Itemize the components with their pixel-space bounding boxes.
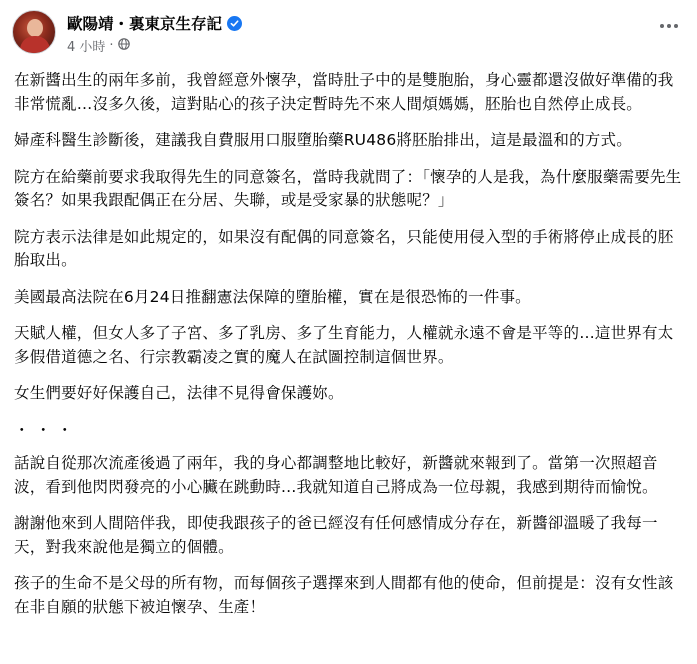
more-dot-icon bbox=[667, 24, 671, 28]
more-dot-icon bbox=[660, 24, 664, 28]
post-paragraph: 院方表示法律是如此規定的，如果沒有配偶的同意簽名，只能使用侵入型的手術將停止成長的胚胎取出。 bbox=[14, 227, 674, 269]
author-row bbox=[67, 12, 242, 34]
post-paragraph: 話說自從那次流產後過了兩年，我的身心都調整地比較好，新醬就來報到了。當第一次照超音波，看到他閃閃發亮的小心臟在跳動時…我就知道自己將成為一位母親，我感到期待而愉悅。 bbox=[14, 454, 658, 496]
section-separator: ・・・ bbox=[14, 420, 79, 439]
post-paragraph: 天賦人權，但女人多了子宮、多了乳房、多了生育能力，人權就永遠不會是平等的…這世界有太多假借道德之名、行宗教霸凌之實的魔人在試圖控制這個世界。 bbox=[14, 324, 674, 366]
globe-icon[interactable] bbox=[118, 38, 130, 54]
more-options-button[interactable] bbox=[655, 16, 683, 36]
post-paragraph: 院方在給藥前要求我取得先生的同意簽名，當時我就問了：「懷孕的人是我，為什麼服藥需要先生簽名？如果我跟配偶正在分居、失聯，或是受家暴的狀態呢？」 bbox=[14, 167, 682, 209]
avatar-body bbox=[20, 36, 50, 54]
post-paragraph: 謝謝他來到人間陪伴我，即使我跟孩子的爸已經沒有任何感情成分存在，新醬卻溫暖了我每一天，對我來說他是獨立的個體。 bbox=[14, 514, 658, 556]
post-paragraph: 孩子的生命不是父母的所有物，而每個孩子選擇來到人間都有他的使命，但前提是：沒有女性該在非自願的狀態下被迫懷孕、生產！ bbox=[14, 574, 674, 616]
meta-separator: · bbox=[109, 38, 114, 53]
post-paragraph: 在新醬出生的兩年多前，我曾經意外懷孕，當時肚子中的是雙胞胎，身心靈都還沒做好準備的我非常慌亂…沒多久後，這對貼心的孩子決定暫時先不來人間煩媽媽，胚胎也自然停止成長。 bbox=[14, 71, 674, 113]
verified-badge-icon bbox=[227, 16, 242, 31]
more-dot-icon bbox=[674, 24, 678, 28]
author-name[interactable]: 歐陽靖・裏東京生存記 bbox=[67, 15, 223, 33]
post-paragraph: 女生們要好好保護自己，法律不見得會保護妳。 bbox=[14, 384, 344, 402]
post-paragraph: 婦產科醫生診斷後，建議我自費服用口服墮胎藥RU486將胚胎排出，這是最溫和的方式。 bbox=[14, 131, 632, 149]
post-timestamp[interactable]: 4 小時 bbox=[67, 40, 106, 55]
post-paragraph: 美國最高法院在6月24日推翻憲法保障的墮胎權，實在是很恐怖的一件事。 bbox=[14, 287, 531, 306]
author-avatar[interactable] bbox=[12, 10, 56, 54]
post-header bbox=[12, 10, 685, 60]
post-meta bbox=[67, 36, 130, 55]
post-body bbox=[14, 69, 684, 632]
avatar-face bbox=[27, 19, 43, 37]
